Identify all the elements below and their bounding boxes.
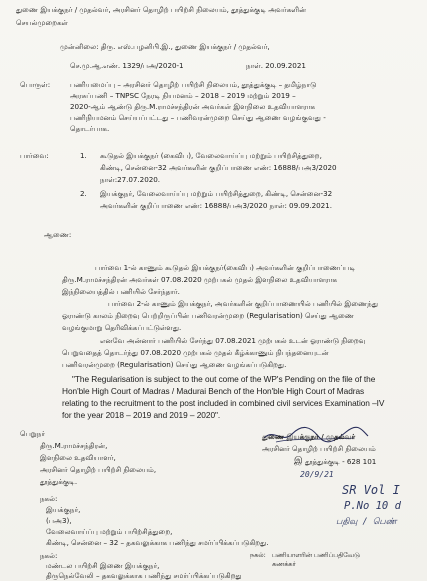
to-line: அரசினர் தொழிற் பயிற்சி நிலையம், bbox=[40, 465, 157, 474]
signature-title: துணை இயக்குநர் / முதல்வர் bbox=[262, 432, 356, 441]
condition-line: relating to the recruitment to the post included in combined civil services Examination –IV bbox=[62, 398, 385, 408]
copy-label: நகல்: bbox=[250, 551, 266, 559]
margin-note-line-1: SR Vol I bbox=[342, 483, 400, 497]
header-line-2: செயல்முறைகள் bbox=[16, 18, 69, 27]
signature-institute: அரசினர் தொழிற் பயிற்சி நிலையம் bbox=[262, 444, 376, 453]
order-para-2-line: ஓராண்டு காலம் நிறைவு பெற்றிருப்பின் பணிவரன்முறை (Regularisation) செய்து ஆணை bbox=[62, 311, 355, 320]
order-para-3-line: பணிவரன்முறை (Regularisation) செய்து ஆணை வழங்கப்படுகிறது. bbox=[62, 360, 287, 369]
copy-line: (பஅ3), bbox=[46, 516, 72, 525]
condition-line: Hon'ble High Court of Madras / Madurai Bench of the Hon'ble High Court of Madras bbox=[62, 386, 365, 396]
to-label: பெறுநர் bbox=[20, 429, 46, 438]
copy-line: கிண்டி, சென்னை – 32 – தகவலுக்காக பணிந்து சமர்ப்பிக்கப்படுகிறது. bbox=[46, 538, 269, 547]
order-para-1-line: இந்நிலையத்தில் பணியில் சேர்ந்தார். bbox=[62, 287, 180, 296]
subject-line: 2020-ஆம் ஆண்டு திரு.M.ராமச்சந்திரன் அவர்கள் இளநிலை உதவியாளராக bbox=[70, 102, 316, 111]
order-para-2-line: பார்வை 2-ல் காணும் இயக்குநர், அவர்களின் குறிப்பாணையில் பணியில் இணைந்து bbox=[108, 299, 379, 308]
order-date: நாள். 20.09.2021 bbox=[246, 61, 306, 70]
order-number: செ.மு.ஆ.எண். 1329/பஅ/2020-1 bbox=[70, 61, 184, 70]
to-line: இளநிலை உதவியாளர், bbox=[40, 453, 116, 462]
to-line: தூத்துக்குடி. bbox=[40, 477, 78, 486]
subject-line: அரசுப்பணி – TNPSC நேரடி நியமனம் – 2018 – 2019 மற்றும் 2019 – bbox=[70, 91, 296, 100]
order-label: ஆணை: bbox=[44, 230, 72, 239]
order-para-1-line: பார்வை 1-ல் காணும் கூடுதல் இயக்குநர்(கைவிப) அவர்களின் குறிப்பாணைப்படி bbox=[95, 263, 356, 272]
signature-initial: இ bbox=[294, 456, 303, 466]
reference-line: அவர்களின் குறிப்பாணை எண்: 16888/பஅ3/2020 நாள்: 09.09.2021. bbox=[100, 201, 332, 210]
order-para-1-line: திரு.M.ராமச்சந்திரன் அவர்கள் 07.08.2020 முற்பகல் முதல் இளநிலை உதவியாளராக bbox=[62, 275, 338, 284]
reference-number: 2. bbox=[80, 189, 87, 198]
header-line-1: துணை இயக்குநர் / முதல்வர், அரசினர் தொழிற் பயிற்சி நிலையம், தூத்துக்குடி அவர்களின் bbox=[16, 5, 307, 14]
order-para-3-line: எனவே அன்னார் பணியில் சேர்ந்து 07.08.2021 முற்பகல் உடன் ஓராண்டு நிறைவு bbox=[100, 336, 366, 345]
copy-line: திருநெல்வேலி – தகவலுக்காக பணிந்து சமர்ப்பிக்கப்படுகிறது bbox=[46, 571, 242, 580]
subject-line: பணிநியமனம் செய்யப்பட்டது – பணிவரன்முறை செய்து ஆணை வழங்குவது - bbox=[70, 113, 326, 122]
subject-label: பொருள்: bbox=[20, 80, 51, 89]
subject-line: தொடர்பாக. bbox=[70, 124, 110, 133]
copy-line: பணியாளரின் பணிப்பதிவேடு bbox=[272, 551, 360, 559]
condition-line: for the year 2018 – 2019 and 2019 – 2020". bbox=[62, 410, 221, 420]
signature-place: தூத்துக்குடி - 628 101 bbox=[305, 457, 377, 466]
subject-line: பணியமைப்பு – அரசினர் தொழிற் பயிற்சி நிலையம், தூத்துக்குடி – தமிழ்நாடு bbox=[70, 80, 317, 89]
reference-line: நாள்:27.07.2020. bbox=[100, 175, 161, 184]
present-line: முன்னிலை: திரு. எஸ்.பழனிபி.இ., துணை இயக்குநர் / முதல்வர், bbox=[60, 42, 270, 51]
copy-line: இயக்குநர், bbox=[46, 505, 81, 514]
margin-note-line-2: P.No 10 d bbox=[344, 500, 401, 512]
copy-line: வேலைவாய்ப்பு மற்றும் பயிற்சித்துறை, bbox=[46, 527, 173, 536]
condition-line: "The Regularisation is subject to the out come of the WP's Pending on the file of the bbox=[72, 374, 376, 384]
reference-line: கிண்டி, சென்னை-32 அவர்களின் குறிப்பாணை எண்: 16888/பஅ3/2020 bbox=[100, 163, 337, 172]
copy-line: மண்டல பயிற்சி இணை இயக்குநர், bbox=[46, 561, 160, 570]
copy-label: நகல்: bbox=[40, 494, 58, 503]
reference-line: கூடுதல் இயக்குநர் (கைவிப), வேலைவாய்ப்பு மற்றும் பயிற்சித்துறை, bbox=[100, 151, 322, 160]
margin-note-line-3: பதிவு / பெண் bbox=[336, 517, 397, 527]
reference-number: 1. bbox=[80, 151, 87, 160]
to-line: திரு.M.ராமச்சந்திரன், bbox=[40, 441, 108, 450]
order-para-2-line: வழங்குமாறு தெரிவிக்கப்பட்டுள்ளது. bbox=[62, 323, 182, 332]
copy-line: கணக்கர் bbox=[272, 560, 296, 568]
signature-date-handwritten: 20/9/21 bbox=[300, 470, 334, 479]
references-label: பார்வை: bbox=[20, 151, 49, 160]
reference-line: இயக்குநர், வேலைவாய்ப்பு மற்றும் பயிற்சித்துறை, கிண்டி, சென்னை-32 bbox=[100, 189, 333, 198]
order-para-3-line: பெறுவதைத் தொடர்ந்து 07.08.2020 முற்பகல் முதல் கீழ்க்காணும் நிபந்தனையுடன் bbox=[62, 348, 329, 357]
copy-label: நகல்: bbox=[40, 551, 58, 560]
